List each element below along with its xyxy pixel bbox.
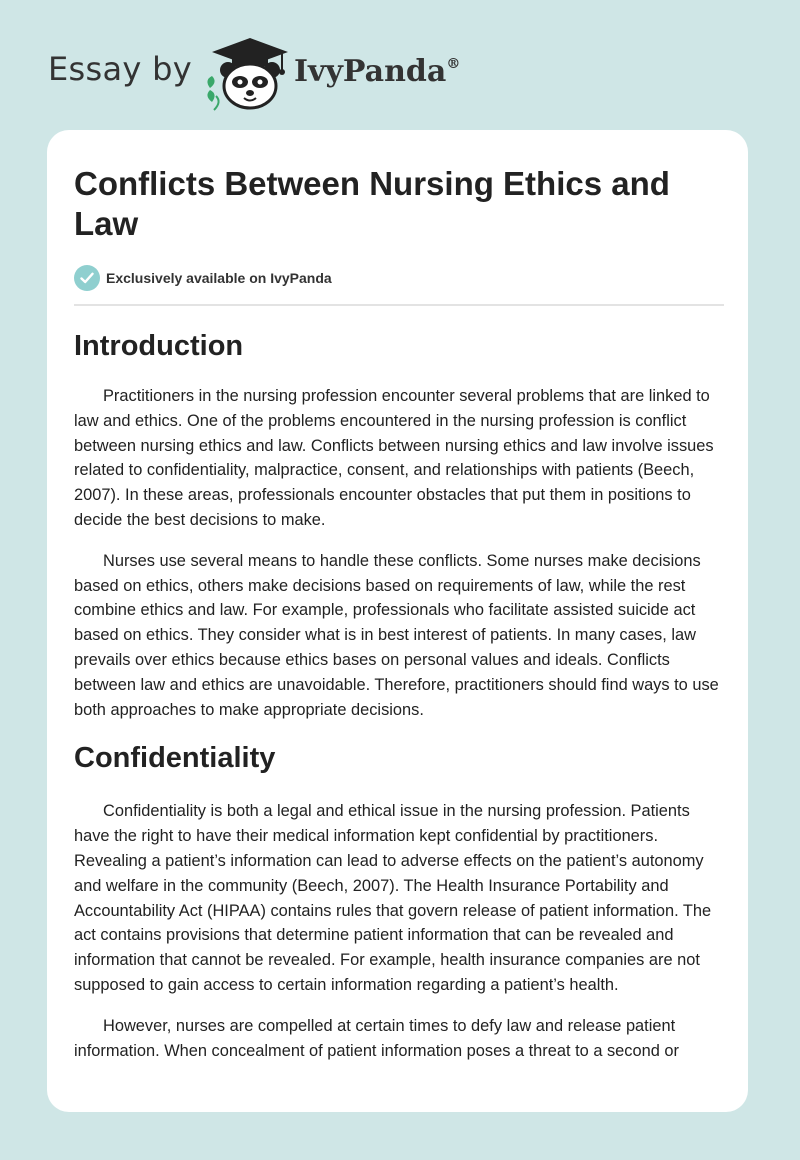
section-heading-introduction: Introduction [74, 330, 244, 362]
paragraph: Confidentiality is both a legal and ethical issue in the nursing profession. Patients have the right to have their medical information kept confidential by practitioners. Revealing a patient’s information can lead to adverse effects on the patient’s autonomy and welfare in the community (Beech, 2007). The Health Insurance Portability and Accountability Act (HIPAA) contains rules that govern release of patient information. The act contains provisions that determine patient information that can be revealed and information that cannot be revealed. For example, health insurance companies are not supposed to gain access to certain information regarding a patient’s health. [74, 802, 712, 994]
page-title: Conflicts Between Nursing Ethics and Law [74, 165, 670, 242]
paragraph: Nurses use several means to handle these conflicts. Some nurses make decisions based on ethics, others make decisions based on requirements of law, while the rest combine ethics and law. For example, professionals who facilitate assisted suicide act based on ethics. They consider what is in best interest of patients. In many cases, law prevails over ethics because ethics bases on personal values and ideals. Conflicts between law and ethics are unavoidable. Therefore, practitioners should find ways to use both approaches to make appropriate decisions. [74, 551, 719, 719]
essay-card [47, 130, 748, 1112]
check-circle-icon [74, 265, 100, 291]
paragraph: However, nurses are compelled at certain times to defy law and release patient information. When concealment of patient information poses a threat to a second or [74, 1016, 679, 1060]
paragraph: Practitioners in the nursing profession encounter several problems that are linked to law and ethics. One of the problems encountered in the nursing profession is conflict between nursing ethics and law. Conflicts between nursing ethics and law involve issues related to confidentiality, malpractice, consent, and relationships with patients (Beech, 2007). In these areas, professionals encounter obstacles that put them in positions to decide the best decisions to make. [74, 387, 714, 529]
graduate-panda-logo-icon[interactable] [202, 36, 298, 112]
essay-by-label: Essay by [48, 50, 192, 88]
brand-name[interactable]: IvyPanda® [294, 54, 461, 89]
site-header [48, 34, 548, 114]
registered-mark: ® [446, 56, 461, 72]
section-heading-confidentiality: Confidentiality [74, 742, 276, 775]
exclusive-badge [74, 264, 724, 292]
badge-label: Exclusively available on IvyPanda [106, 270, 332, 286]
divider [74, 304, 724, 306]
